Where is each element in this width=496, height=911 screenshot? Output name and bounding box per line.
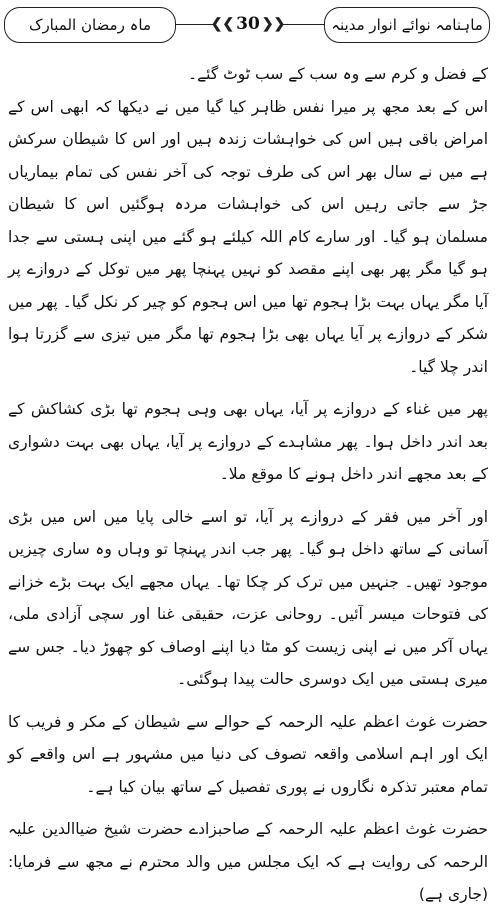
issue-box — [4, 7, 176, 43]
ornament-left-icon: ❮❮ — [210, 16, 235, 32]
paragraph-6: حضرت غوث اعظم علیہ الرحمہ کے صاحبزادے حضرت شیخ ضیاالدین علیہ الرحمہ کی روایت ہے کہ ایک مجلس میں والد محترم نے مجھ سے فرمایا: (جاری ہے) — [8, 820, 488, 903]
header-rule-right — [282, 24, 324, 25]
paragraph-5: حضرت غوث اعظم علیہ الرحمہ کے حوالے سے شیطان کے مکر و فریب کا ایک اور اہم اسلامی واقعہ تصوف کی دنیا میں مشہور ہے اس واقعے کو تمام معتبر تذکرہ نگاروں نے پوری تفصیل کے ساتھ بیان کیا ہے۔ — [8, 712, 488, 796]
magazine-title-box — [324, 7, 490, 43]
page-number-ornament — [210, 12, 286, 36]
page-number: 30 — [236, 14, 260, 34]
paragraph-2: اس کے بعد مجھ پر میرا نفس ظاہر کیا گیا میں نے دیکھا کہ ابھی اس کے امراض باقی ہیں اس کی خواہشات زندہ ہیں اور اس کا شیطان سرکش ہے میں نے سال بھر اس کی طرف توجہ کی آخر نفس کی تمام بیماریاں جڑ سے جاتی رہیں اس کی خواہشات مردہ ہوگئیں اس کا شیطان مسلمان ہو گیا۔ اور سارے کام اللہ کیلئے ہو گئے میں اپنی ہستی سے جدا ہو گیا مگر پھر بھی اپنے مقصد کو نہیں پہنچا پھر میں توکل کے دروازے پر آیا مگر یہاں بہت بڑا ہجوم تھا میں اس ہجوم کو چیر کر نکل گیا۔ پھر میں شکر کے دروازے پر آیا یہاں بھی بڑا ہجوم تھا مگر میں تیزی سے گزرتا ہوا اندر چلا گیا۔ — [8, 97, 488, 376]
paragraph-1: کے فضل و کرم سے وہ سب کے سب ٹوٹ گئے۔ — [188, 65, 488, 83]
magazine-title: ماہنامہ نوائے انوار مدینہ — [331, 16, 483, 34]
page-header — [4, 3, 492, 47]
paragraph-3: پھر میں غناء کے دروازے پر آیا، یہاں بھی وہی ہجوم تھا بڑی کشاکش کے بعد اندر داخل ہوا۔ پھر مشاہدے کے دروازے پر آیا، یہاں بھی بہت دشواری کے بعد مجھے اندر داخل ہونے کا موقع ملا۔ — [8, 400, 488, 483]
ornament-right-icon: ❯❯ — [261, 16, 286, 32]
paragraph-4: اور آخر میں فقر کے دروازے پر آیا، تو اسے خالی پایا میں اس میں بڑی آسانی کے ساتھ داخل ہو گیا۔ پھر جب اندر پہنچا تو وہاں وہ ساری چیزیں موجود تھیں۔ جنہیں میں ترک کر چکا تھا۔ یہاں مجھے ایک بہت بڑے خزانے کی فتوحات میسر آئیں۔ روحانی عزت، حقیقی غنا اور سچی آزادی ملی، یہاں آکر میں نے اپنی زیست کو مٹا دیا اپنے اوصاف کو چھوڑ دیا۔ جس سے میری ہستی میں ایک دوسری حالت پیدا ہوگئی۔ — [8, 507, 488, 688]
header-rule-left — [176, 24, 214, 25]
issue-label: ماہ رمضان المبارک — [29, 16, 151, 34]
article-body — [8, 58, 488, 911]
